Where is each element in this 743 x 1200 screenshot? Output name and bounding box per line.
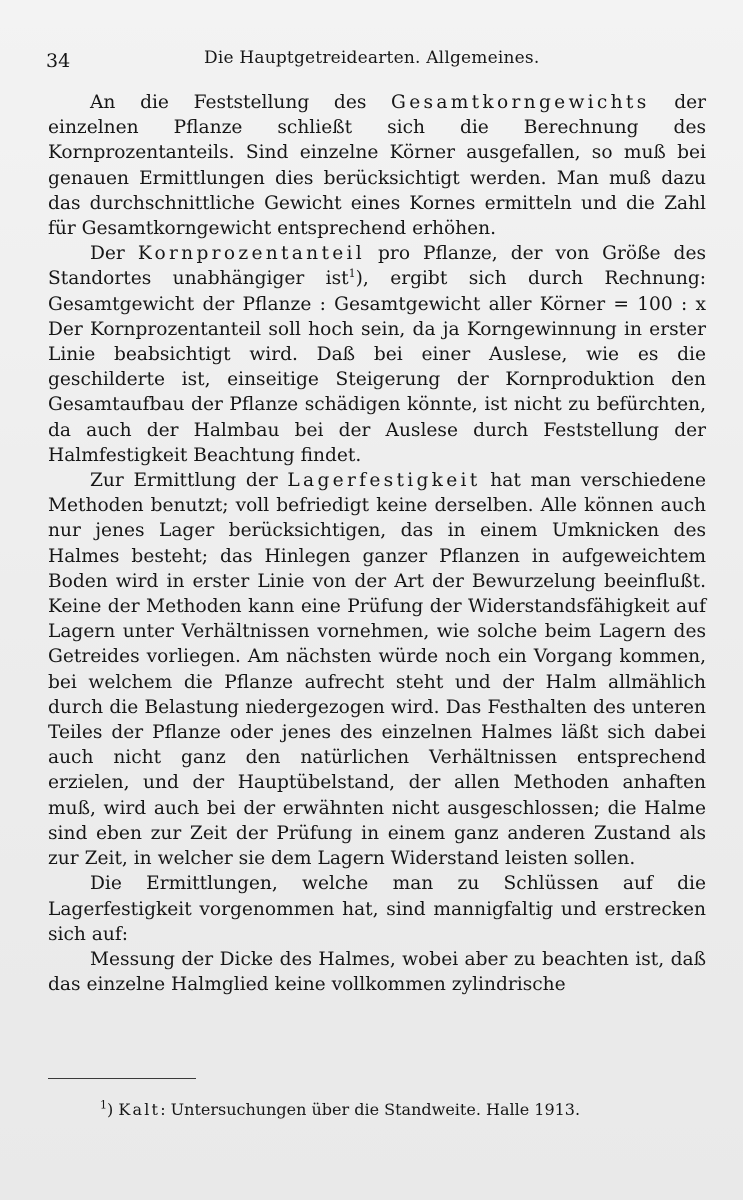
text-span: pro Pflanze, der von Größe des Standortes unabhängiger ist xyxy=(48,243,706,290)
paragraph-ermittlungen: Die Ermittlungen, welche man zu Schlüssen auf die Lagerfestigkeit vorgenommen hat, sind mannigfaltig und erstrecken sich auf: xyxy=(48,873,706,945)
text-span: hat man verschiedene Methoden benutzt; voll befriedigt keine derselben. Alle können auch nur jenes Lager berücksichtigen, das in einem Umknicken des Halmes besteht; das Hinlegen ganzer Pflanzen in aufgeweichtem Boden wird in erster Linie von der Art der Bewurzelung beeinflußt. Keine der Methoden kann eine Prüfung der Widerstandsfähigkeit auf Lagern unter Verhältnissen vornehmen, wie solche beim Lagern des Getreides vorliegen. Am nächsten würde noch ein Vorgang kommen, bei welchem die Pflanze aufrecht steht und der Halm allmählich durch die Belastung niedergezogen wird. Das Festhalten des unteren Teiles der Pflanze oder jenes des einzelnen Halmes läßt sich dabei auch nicht ganz den natürlichen Verhältnissen entsprechend erzielen, und der Hauptübelstand, der allen Methoden anhaften muß, wird auch bei der erwähnten nicht ausgeschlossen; die Halme sind eben zur Zeit der Prüfung in einem ganz anderen Zustand als zur Zeit, in welcher sie dem Lagern Widerstand leisten sollen. xyxy=(48,470,707,870)
emphasized-term: Lagerfestigkeit xyxy=(287,470,481,492)
footnote xyxy=(100,1100,700,1120)
paragraph-gesamtkorngewicht xyxy=(48,90,706,241)
footnote-author: Kalt xyxy=(118,1100,161,1119)
footnote-marker: 1 xyxy=(100,1098,107,1112)
emphasized-term: Kornprozentanteil xyxy=(137,243,366,265)
text-span: An die Feststellung des xyxy=(90,92,392,113)
paragraph-halmdicke: Messung der Dicke des Halmes, wobei aber zu beachten ist, daß das einzelne Halmglied keine vollkommen zylindrische xyxy=(48,948,706,996)
running-title: Die Hauptgetreidearten. Allgemeines. xyxy=(204,48,540,68)
running-header xyxy=(46,48,706,72)
paragraph-lagerfestigkeit xyxy=(48,468,706,871)
text-span: Der xyxy=(90,243,138,265)
footnote-reference: 1 xyxy=(348,267,356,281)
text-span: Zur Ermittlung der xyxy=(90,470,288,492)
footnote-divider xyxy=(48,1078,196,1079)
page-number: 34 xyxy=(46,50,71,72)
text-span: der einzelnen Pflanze schließt sich die Berechnung des Kornprozentanteils. Sind einzelne Körner ausgefallen, so muß bei genauen Ermittlungen dies berücksichtigt werden. Man muß dazu das durchschnittliche Gewicht eines Kornes ermitteln und die Zahl für Gesamtkorngewicht entsprechend erhöhen. xyxy=(48,92,706,240)
footnote-text: : Untersuchungen über die Standweite. Halle 1913. xyxy=(160,1100,581,1119)
text-span: ), ergibt sich durch Rechnung: Gesamtgewicht der Pflanze : Gesamtgewicht aller Körner = 100 : x Der Kornprozentanteil soll hoch sein, da ja Korngewinnung in erster Linie beabsichtigt wird. Daß bei einer Auslese, wie es die geschilderte ist, einseitige Steigerung der Kornproduktion den Gesamtaufbau der Pflanze schädigen könnte, ist nicht zu befürchten, da auch der Halmbau bei der Auslese durch Feststellung der Halmfestigkeit Beachtung findet. xyxy=(48,268,706,466)
emphasized-term: Gesamtkorngewichts xyxy=(391,92,650,113)
body-text xyxy=(48,90,706,997)
paragraph-kornprozentanteil xyxy=(48,241,706,468)
footnote-marker-paren: ) xyxy=(107,1100,114,1119)
